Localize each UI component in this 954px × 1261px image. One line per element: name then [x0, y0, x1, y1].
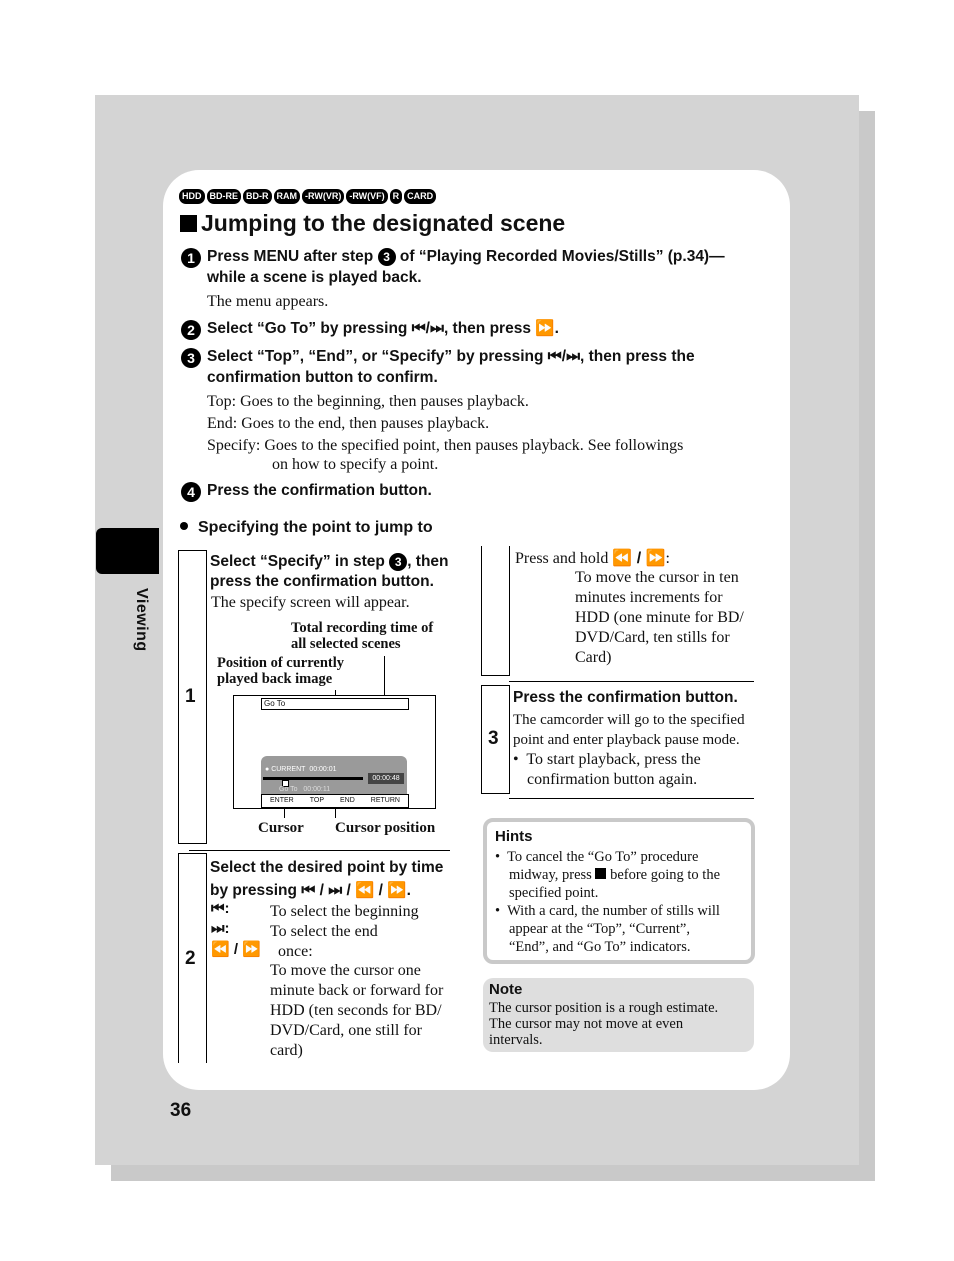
box2-row: once:	[278, 943, 313, 960]
box-border	[481, 546, 482, 675]
step-text: press the confirmation button.	[210, 573, 434, 590]
screen-end-label: END	[340, 797, 355, 804]
hints-item: • With a card, the number of stills will appear at the “Top”, “Current”, “End”, and “Go To” indicators.	[495, 903, 720, 955]
note-line: intervals.	[489, 1032, 543, 1048]
skip-prev-icon: ⏮	[411, 320, 426, 337]
media-badge: HDD	[179, 189, 205, 204]
step-3-line: Top: Goes to the beginning, then pauses playback.	[207, 393, 529, 410]
hint-line: “End”, and “Go To” indicators.	[509, 939, 691, 955]
screen-title: Go To	[261, 698, 409, 710]
progress-bar	[263, 777, 363, 780]
step-1-heading	[207, 246, 767, 288]
box2-detail	[270, 961, 443, 1061]
detail-line: DVD/Card, one still for	[270, 1022, 422, 1039]
skip-next-icon: ⏭:	[211, 920, 230, 937]
screen-text: 00:00:01	[309, 766, 337, 773]
box-border	[178, 853, 207, 854]
step-1-body: The menu appears.	[207, 293, 329, 310]
skip-prev-icon: ⏮	[547, 348, 562, 365]
box-border	[178, 853, 179, 1063]
sub-heading-text: Specifying the point to jump to	[198, 519, 433, 536]
forward-icon: ⏩	[535, 320, 555, 337]
detail-line: confirmation button again.	[527, 771, 698, 788]
box-number: 3	[488, 728, 499, 749]
square-bullet-icon	[180, 215, 197, 232]
detail-line: HDD (ten seconds for BD/	[270, 1002, 442, 1019]
box-number: 1	[185, 686, 196, 707]
step-text: Select “Specify” in step	[210, 553, 385, 570]
rewind-forward-icon: ⏪ / ⏩	[612, 550, 666, 567]
go-to-screen	[233, 695, 436, 809]
note-line: The cursor position is a rough estimate.	[489, 1000, 719, 1016]
callout-cursor: Cursor	[258, 820, 304, 836]
box-border	[481, 675, 510, 676]
skip-next-icon: ⏭	[328, 882, 343, 899]
box1-body: The specify screen will appear.	[211, 594, 410, 611]
hint-line: specified point.	[509, 885, 599, 901]
step-text: confirmation button to confirm.	[207, 369, 438, 386]
box-border	[509, 546, 510, 675]
media-badge: -RW(VR)	[302, 189, 344, 204]
rewind-forward-icon: ⏪ / ⏩	[211, 941, 261, 958]
step-3-heading: Select “Top”, “End”, or “Specify” by pressing ⏮/⏭, then press the confirmation button to confirm.	[207, 348, 695, 386]
media-badge: BD-R	[243, 189, 272, 204]
stop-icon	[595, 868, 606, 879]
detail-line: minutes increments for	[575, 589, 723, 606]
box-border	[178, 550, 207, 551]
callout-text: all selected scenes	[291, 636, 401, 652]
box-border	[481, 685, 482, 794]
detail-line: minute back or forward for	[270, 982, 444, 999]
step-text: , then press the	[580, 348, 695, 365]
detail-line: To move the cursor one	[270, 962, 421, 979]
box1-heading	[210, 552, 449, 592]
hint-line: before going to the	[610, 867, 721, 883]
sub-heading	[180, 517, 433, 538]
box2-cont-detail	[575, 568, 744, 668]
step-number: 2	[181, 320, 201, 340]
note-title: Note	[489, 981, 523, 998]
callout-text: Position of currently	[217, 655, 344, 671]
box-border	[206, 550, 207, 844]
box2-heading: Select the desired point by time by pressing ⏮ / ⏭ / ⏪ / ⏩.	[210, 859, 444, 899]
forward-icon: ⏩	[387, 882, 407, 899]
box-number: 2	[185, 948, 196, 969]
step-text: while a scene is played back.	[207, 269, 422, 286]
box2-cont-heading: Press and hold ⏪ / ⏩:	[515, 550, 670, 567]
screen-text: CURRENT	[271, 766, 306, 773]
screen-total-time: 00:00:48	[368, 773, 404, 784]
page-number: 36	[170, 1100, 192, 1121]
step-ref-icon: 3	[389, 553, 407, 571]
skip-next-icon: ⏭	[429, 320, 444, 337]
callout-position	[217, 655, 344, 687]
screen-button-bar	[261, 794, 409, 808]
box3-bullet: • To start playback, press the confirmation button again.	[513, 751, 701, 788]
step-text: Select “Top”, “End”, or “Specify” by pressing	[207, 348, 544, 365]
rewind-icon: ⏪	[355, 882, 375, 899]
screen-goto	[279, 786, 330, 793]
skip-next-icon: ⏭	[566, 348, 581, 365]
box-border	[178, 843, 207, 844]
step-text: by pressing	[210, 882, 297, 899]
detail-line: To move the cursor in ten	[575, 569, 739, 586]
step-text: , then press	[443, 320, 531, 337]
skip-prev-icon: ⏮:	[211, 900, 230, 917]
hint-line: midway, press	[509, 867, 592, 883]
box2-row: To select the beginning	[270, 903, 419, 920]
box3-body	[513, 710, 745, 750]
detail-line: The camcorder will go to the specified	[513, 712, 745, 728]
screen-current: ● CURRENT 00:00:01	[265, 766, 337, 773]
screen-text: Go To	[279, 786, 298, 793]
box-border	[189, 850, 450, 851]
step-text: Select “Go To” by pressing	[207, 320, 408, 337]
media-badge: RAM	[274, 189, 301, 204]
hint-line: To cancel the “Go To” procedure	[507, 849, 699, 865]
box-border	[178, 550, 179, 844]
callout-text: Total recording time of	[291, 620, 434, 636]
screen-enter-label: ENTER	[270, 797, 294, 804]
page-title	[180, 210, 565, 237]
section-tab	[96, 528, 159, 574]
box3-heading: Press the confirmation button.	[513, 689, 738, 706]
skip-prev-icon: ⏮	[301, 882, 316, 899]
note-line: The cursor may not move at even	[489, 1016, 684, 1032]
detail-line: To start playback, press the	[526, 751, 701, 768]
step-text: , then	[407, 553, 449, 570]
callout-total	[291, 620, 433, 652]
heading-text: Jumping to the designated scene	[201, 210, 566, 236]
box-border	[481, 793, 510, 794]
detail-line: point and enter playback pause mode.	[513, 732, 740, 748]
detail-line: Press and hold	[515, 550, 609, 567]
detail-line: Card)	[575, 649, 612, 666]
callout-cursor-position: Cursor position	[335, 820, 436, 836]
box-border	[509, 798, 754, 799]
step-text: of “Playing Recorded Movies/Stills” (p.34)—	[399, 248, 725, 265]
step-ref-icon: 3	[378, 248, 396, 266]
box-border	[206, 853, 207, 1063]
detail-line: HDD (one minute for BD/	[575, 609, 744, 626]
media-badge: R	[390, 189, 403, 204]
step-text: Select the desired point by time	[210, 859, 444, 876]
hint-line: appear at the “Top”, “Current”,	[509, 921, 690, 937]
screen-return-label: RETURN	[370, 797, 400, 804]
detail-line: card)	[270, 1042, 303, 1059]
hints-item: • To cancel the “Go To” procedure midway, press before going to the specified point.	[495, 849, 721, 901]
step-text: Press MENU after step	[207, 248, 374, 265]
bullet-icon	[180, 522, 188, 530]
note-body	[489, 1000, 718, 1048]
step-3-line: on how to specify a point.	[272, 456, 439, 473]
box-border	[509, 685, 510, 794]
step-number: 1	[181, 248, 201, 268]
step-number: 3	[181, 348, 201, 368]
hint-line: With a card, the number of stills will	[507, 903, 720, 919]
screen-top-label: TOP	[309, 797, 324, 804]
hints-box	[483, 818, 755, 964]
box2-row: To select the end	[270, 923, 378, 940]
media-badge: BD-RE	[207, 189, 242, 204]
box-border	[509, 681, 754, 682]
step-4-heading: Press the confirmation button.	[207, 482, 432, 499]
media-badges	[179, 189, 436, 204]
media-badge: CARD	[404, 189, 436, 204]
section-label: Viewing	[133, 588, 150, 652]
step-number: 4	[181, 482, 201, 502]
note-box	[483, 978, 754, 1052]
step-3-line: Specify: Goes to the specified point, then pauses playback. See followings	[207, 437, 684, 454]
hints-title: Hints	[495, 828, 533, 845]
media-badge: -RW(VF)	[346, 189, 387, 204]
box-border	[481, 685, 510, 686]
callout-text: played back image	[217, 671, 333, 687]
screen-text: 00:00:11	[303, 786, 331, 793]
detail-line: DVD/Card, ten stills for	[575, 629, 730, 646]
step-3-line: End: Goes to the end, then pauses playback.	[207, 415, 490, 432]
step-2-heading: Select “Go To” by pressing ⏮/⏭, then press ⏩.	[207, 320, 559, 337]
